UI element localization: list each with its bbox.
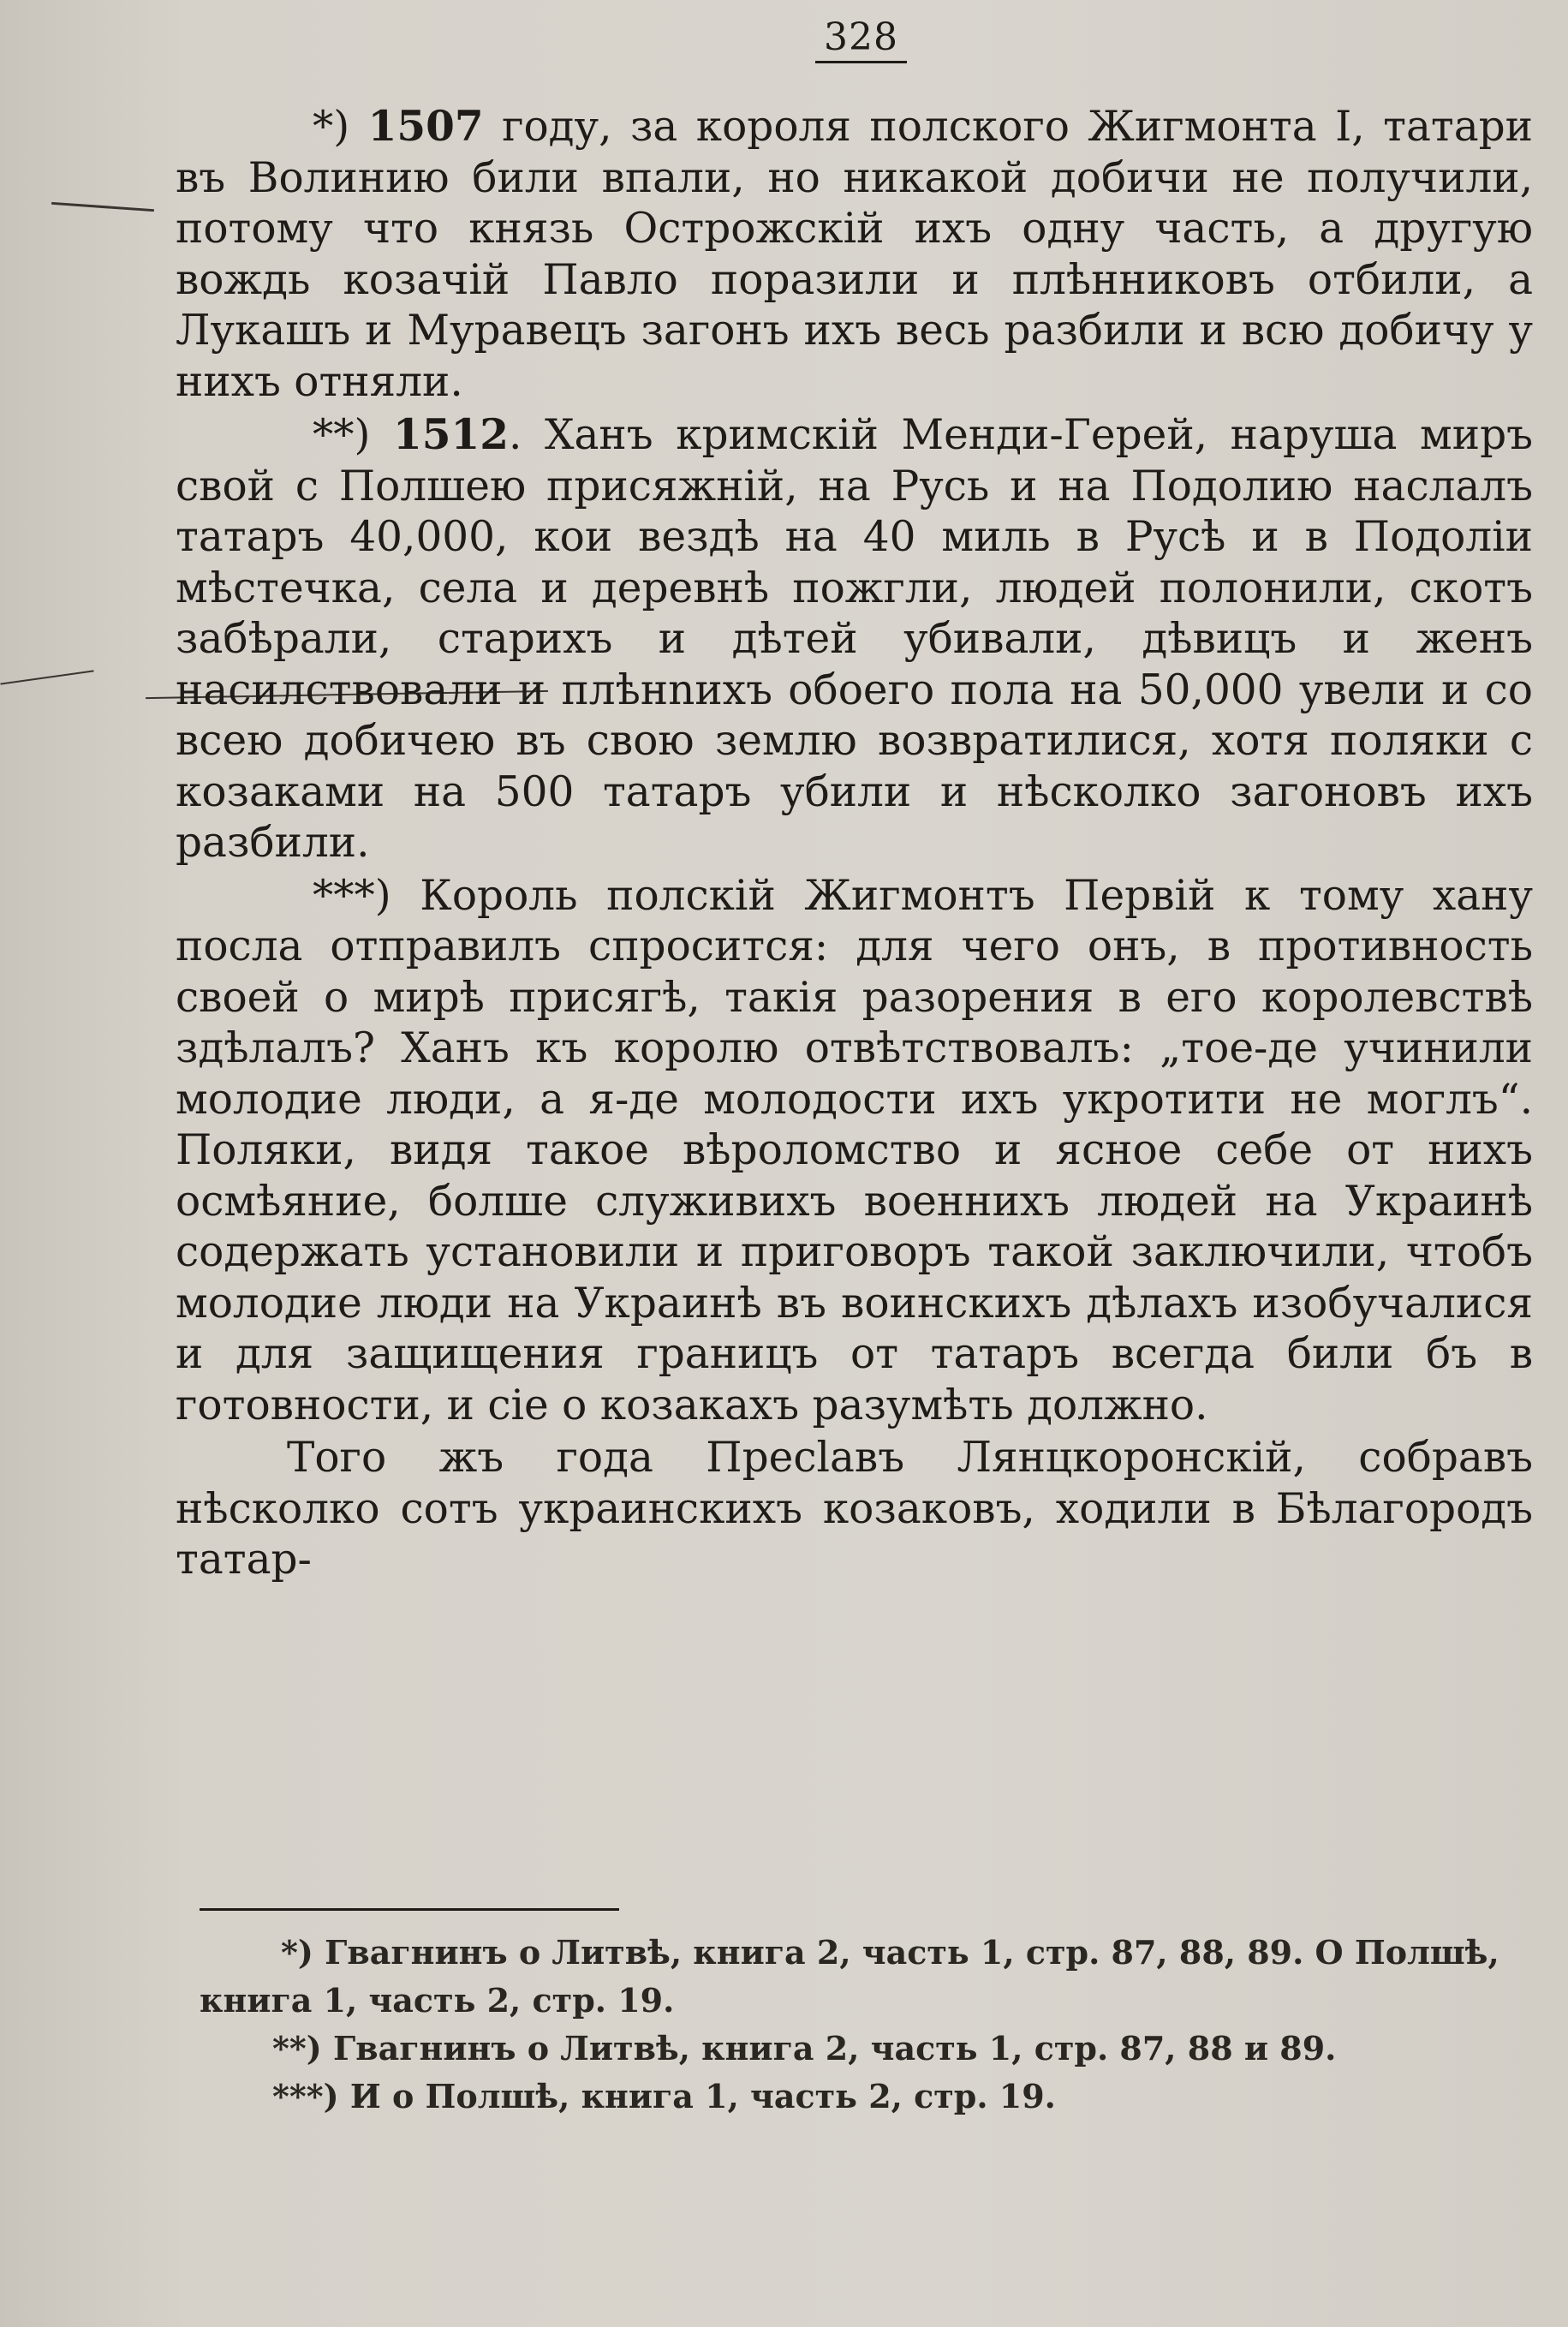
footnote-marker: *): [313, 103, 350, 151]
year-label: 1512: [393, 410, 509, 459]
footnote-2: **) Гвагнинъ о Литвѣ, книга 2, часть 1, стр. 87, 88 и 89.: [272, 2029, 1337, 2067]
footnote-separator: [200, 1908, 619, 1911]
paragraph-text: . Ханъ кримскій Менди-Герей, наруша миръ свой с Полшею присяжній, на Русь и на Подолию наслалъ татаръ 40,000, кои вездѣ на 40 миль в Русѣ и в Подоліи мѣстечка, села и деревнѣ пожгли, людей полонили, скотъ забѣрали, старихъ и дѣтей убивали, дѣвицъ и женъ насилствовали и плѣнnихъ обоего пола на 50,000 увели и со всею добичею въ свою землю возвратилися, хотя поляки с козаками на 500 татаръ убили и нѣсколко загоновъ ихъ разбили.: [176, 411, 1533, 867]
paragraph-1512: [176, 409, 1533, 869]
paragraph-text: Того жъ года Преclавъ Лянцкоронскій, собравъ нѣсколко сотъ украинскихъ козаковъ, ходили в Бѣлагородъ татар-: [176, 1434, 1533, 1584]
main-text: [176, 101, 1533, 1586]
footnote-marker: ***): [313, 871, 391, 920]
paragraph-1507: [176, 101, 1533, 408]
margin-pencil-mark: [0, 670, 93, 684]
paragraph-same-year: [176, 1433, 1533, 1586]
footnote-3: ***) И о Полшѣ, книга 1, часть 2, стр. 19.: [272, 2077, 1056, 2115]
paragraph-text: Король полскій Жигмонтъ Первій к тому хану посла отправилъ спросится: для чего онъ, в противность своей о мирѣ присягѣ, такія разорения в его королевствѣ здѣлалъ? Ханъ къ королю отвѣтствовалъ: „тое-де учинили молодие люди, а я-де молодости ихъ укротити не моглъ“. Поляки, видя такое вѣроломство и ясное себе от нихъ осмѣяние, болше служивихъ военнихъ людей на Украинѣ содержать установили и приговоръ такой заключили, чтобъ молодие люди на Украинѣ въ воинскихъ дѣлахъ изобучалися и для защищения границъ от татаръ всегда били бъ в готовности, и сіе о козакахъ разумѣть должно.: [176, 871, 1533, 1429]
paragraph-text: году, за короля полского Жигмонта I, татари въ Волинию били впали, но никакой добичи не получили, потому что князь Острожскій ихъ одну часть, а другую вождь козачій Павло поразили и плѣнниковъ отбили, а Лукашъ и Муравецъ загонъ ихъ весь разбили и всю добичу у нихъ отняли.: [176, 103, 1533, 406]
year-label: 1507: [367, 102, 484, 151]
footnote-marker: **): [313, 411, 371, 459]
paragraph-king-envoy: [176, 871, 1533, 1432]
footnotes: [200, 1929, 1535, 2121]
footnote-1: *) Гвагнинъ о Литвѣ, книга 2, часть 1, стр. 87, 88, 89. О Полшѣ, книга 1, часть 2, стр. 19.: [200, 1933, 1499, 2020]
page-number: 328: [0, 15, 1568, 63]
margin-pencil-mark: [51, 202, 154, 212]
